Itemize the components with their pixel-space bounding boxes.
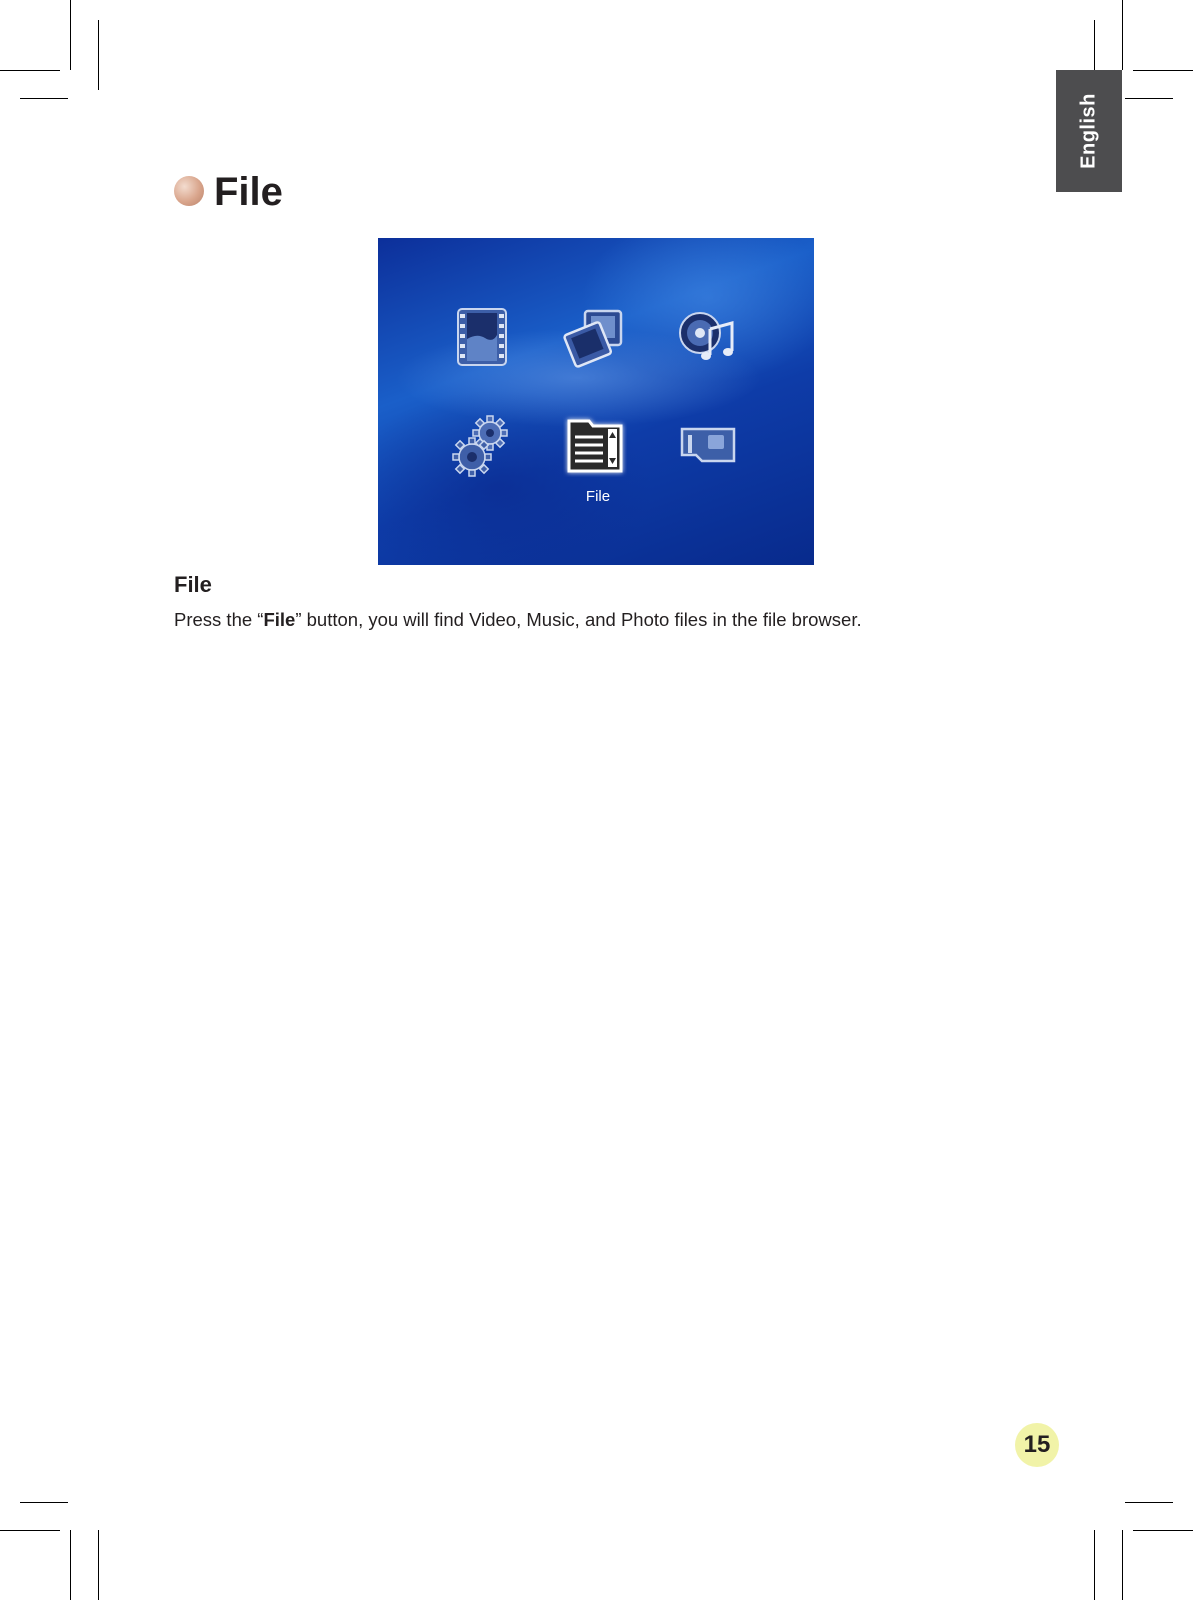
crop-mark <box>1133 70 1193 71</box>
body-text-start: Press the “ <box>174 609 264 630</box>
title-bullet-icon <box>174 176 204 206</box>
file-icon[interactable] <box>563 413 627 477</box>
body-text-end: ” button, you will find Video, Music, and Photo files in the file browser. <box>295 609 862 630</box>
music-icon <box>676 305 740 369</box>
crop-mark <box>70 0 71 70</box>
selected-item-label: File <box>585 488 611 505</box>
crop-mark <box>1125 98 1173 99</box>
page-title: File <box>214 170 283 214</box>
language-tab <box>1056 70 1122 192</box>
device-menu-screenshot <box>378 238 814 565</box>
crop-mark <box>98 1530 99 1600</box>
crop-mark <box>0 1530 60 1531</box>
section-heading: File <box>174 572 212 597</box>
crop-mark <box>1094 1530 1095 1600</box>
language-tab-label: English <box>1077 93 1100 169</box>
crop-mark <box>1122 0 1123 70</box>
crop-mark <box>1122 1530 1123 1600</box>
crop-mark <box>20 98 68 99</box>
card-icon <box>676 413 740 477</box>
crop-mark <box>20 1502 68 1503</box>
settings-icon <box>450 413 514 477</box>
page-number: 15 <box>1023 1431 1051 1458</box>
body-text-bold-file: File <box>263 609 296 630</box>
body-text <box>174 608 862 632</box>
crop-mark <box>1133 1530 1193 1531</box>
video-icon <box>450 305 514 369</box>
crop-mark <box>98 20 99 90</box>
photo-icon <box>563 305 627 369</box>
page-number-badge <box>1015 1423 1059 1467</box>
crop-mark <box>1125 1502 1173 1503</box>
crop-mark <box>0 70 60 71</box>
crop-mark <box>70 1530 71 1600</box>
